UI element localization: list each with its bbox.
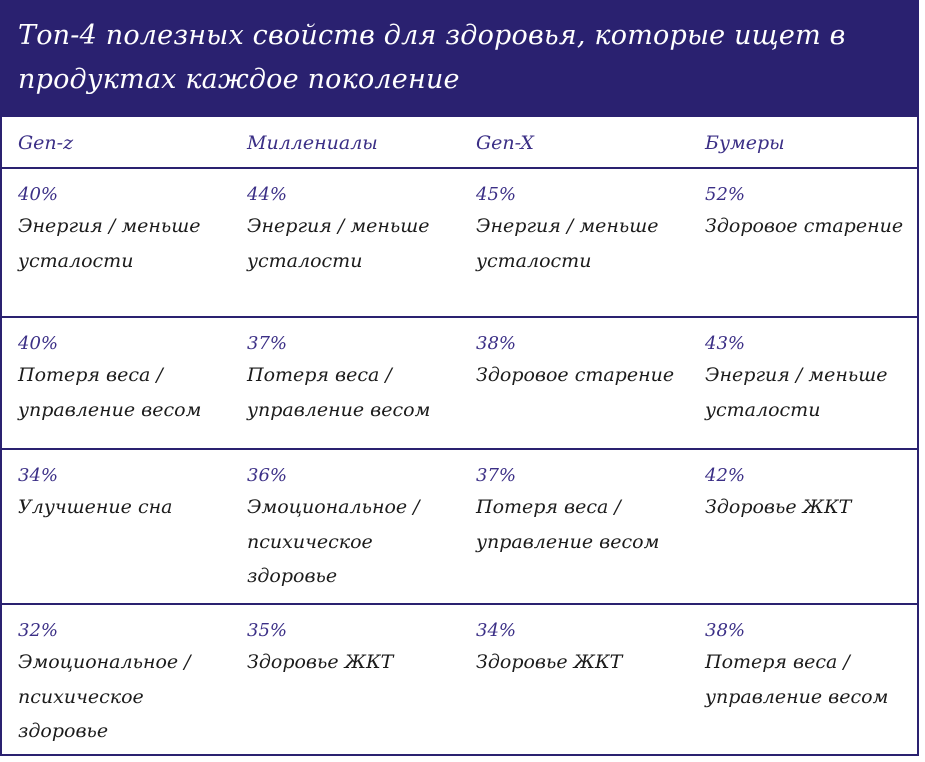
table-cell	[458, 169, 687, 278]
benefit-label: Потеря веса / управление весом	[247, 364, 431, 421]
percentage-value: 42%	[705, 465, 746, 486]
benefit-label: Энергия / меньше усталости	[476, 215, 659, 272]
column-header-boomers: Бумеры	[705, 132, 785, 154]
benefit-label: Энергия / меньше усталости	[247, 215, 430, 272]
benefit-label: Здоровое старение	[705, 215, 904, 237]
benefit-label: Потеря веса / управление весом	[705, 651, 889, 708]
percentage-value: 44%	[247, 184, 288, 205]
page-title: Топ-4 полезных свойств для здоровья, которые ищет в продуктах каждое поколение	[18, 20, 846, 95]
benefit-label: Эмоциональное / психическое здоровье	[18, 651, 191, 742]
percentage-value: 37%	[247, 333, 288, 354]
column-header-gen-z: Gen-z	[18, 132, 74, 154]
percentage-value: 35%	[247, 620, 288, 641]
percentage-value: 43%	[705, 333, 746, 354]
percentage-value: 32%	[18, 620, 59, 641]
benefit-label: Энергия / меньше усталости	[705, 364, 888, 421]
column-header-millennials: Миллениалы	[247, 132, 378, 154]
table-cell	[458, 318, 687, 393]
table-cell	[229, 169, 458, 278]
benefit-label: Здоровье ЖКТ	[247, 651, 394, 673]
table-cell	[229, 318, 458, 427]
benefit-label: Потеря веса / управление весом	[18, 364, 202, 421]
table-cell	[687, 318, 919, 427]
table-row	[0, 169, 919, 318]
table-cell	[0, 169, 229, 278]
benefit-label: Потеря веса / управление весом	[476, 496, 660, 553]
table-row	[0, 450, 919, 605]
percentage-value: 45%	[476, 184, 517, 205]
column-header-row	[0, 117, 919, 169]
percentage-value: 40%	[18, 333, 59, 354]
table-cell	[687, 450, 919, 525]
percentage-value: 40%	[18, 184, 59, 205]
table-cell	[687, 169, 919, 244]
table-cell	[687, 605, 919, 714]
table-cell	[458, 450, 687, 559]
percentage-value: 34%	[476, 620, 517, 641]
table-cell	[0, 605, 229, 749]
percentage-value: 37%	[476, 465, 517, 486]
percentage-value: 52%	[705, 184, 746, 205]
table-cell	[0, 450, 229, 525]
table-cell	[229, 605, 458, 680]
column-header-gen-x: Gen-X	[476, 132, 534, 154]
table-row	[0, 318, 919, 450]
benefit-label: Улучшение сна	[18, 496, 173, 518]
table-row	[0, 605, 919, 755]
table-header	[0, 0, 919, 117]
benefit-label: Здоровье ЖКТ	[476, 651, 623, 673]
benefit-label: Эмоциональное / психическое здоровье	[247, 496, 420, 587]
table-cell	[458, 605, 687, 680]
table-cell	[229, 450, 458, 594]
benefit-label: Энергия / меньше усталости	[18, 215, 201, 272]
percentage-value: 38%	[705, 620, 746, 641]
benefit-label: Здоровое старение	[476, 364, 675, 386]
table-cell	[0, 318, 229, 427]
benefit-label: Здоровье ЖКТ	[705, 496, 852, 518]
generation-table	[0, 117, 919, 755]
percentage-value: 34%	[18, 465, 59, 486]
percentage-value: 38%	[476, 333, 517, 354]
percentage-value: 36%	[247, 465, 288, 486]
